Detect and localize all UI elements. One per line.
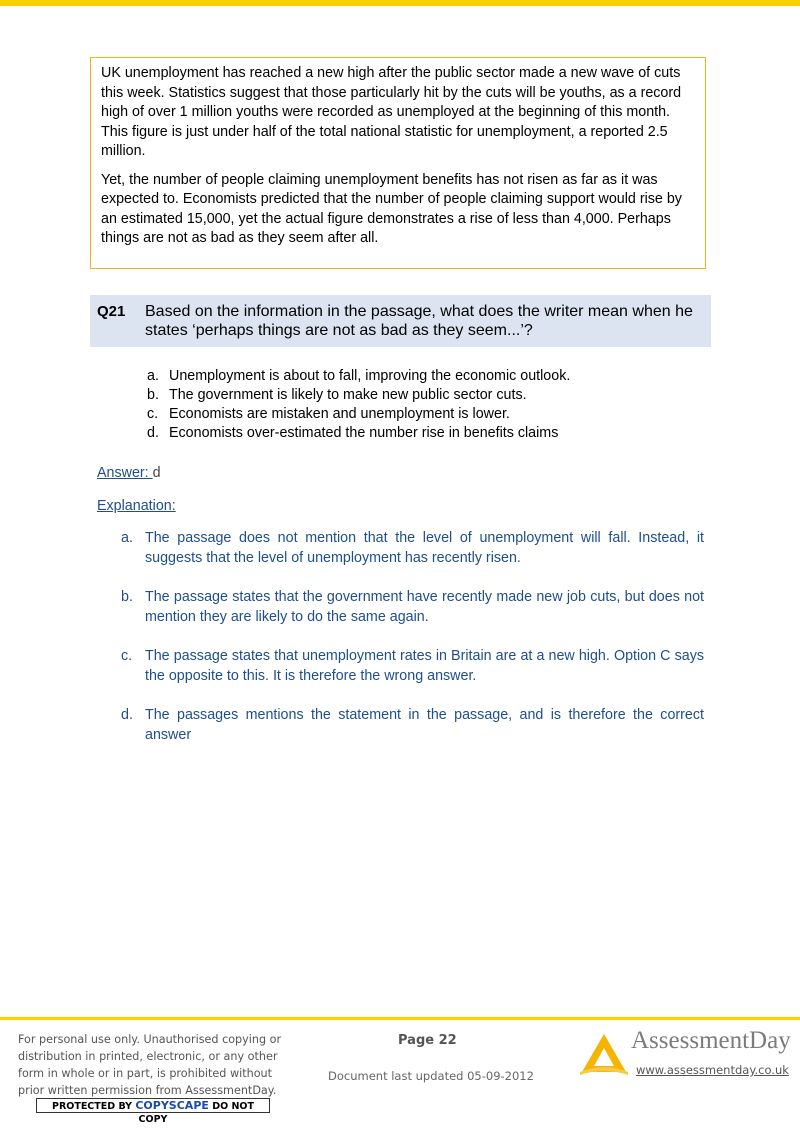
question-number: Q21 — [97, 303, 126, 320]
explanation-item-d — [121, 706, 704, 745]
copyscape-suffix: DO NOT COPY — [138, 1101, 254, 1125]
explanation-item-b — [121, 588, 704, 627]
copyscape-prefix: PROTECTED BY — [51, 1101, 136, 1112]
passage-paragraph: UK unemployment has reached a new high after the public sector made a new wave of cuts this week. Statistics suggest that those particularly hit by the cuts will be youths, as a record high of over 1 million youths were recorded as unemployed at the beginning of this month. This figure is just under half of the total national statistic for unemployment, a reported 2.5 million. — [101, 65, 682, 159]
option-letter: d. — [147, 425, 159, 441]
answer-line — [97, 465, 161, 481]
explanation-letter: d. — [121, 707, 133, 723]
option-text: The government is likely to make new public sector cuts. — [169, 387, 527, 403]
option-letter: c. — [147, 406, 159, 422]
explanation-letter: b. — [121, 589, 133, 605]
assessmentday-logo-icon — [578, 1032, 630, 1076]
legal-line: form in whole or in part, is prohibited without — [18, 1067, 273, 1080]
explanation-letter: c. — [121, 648, 133, 664]
explanation-text: The passages mentions the statement in the passage, and is therefore the correct answer — [145, 707, 704, 743]
option-a — [147, 367, 570, 386]
question-banner — [90, 295, 711, 347]
copyscape-badge[interactable] — [36, 1098, 270, 1125]
explanation-item-c — [121, 647, 704, 686]
explanation-item-a — [121, 529, 704, 568]
page-number: Page 22 — [398, 1033, 457, 1048]
explanation-text: The passage states that the government have recently made new job cuts, but does not mention they are likely to do the same again. — [145, 589, 704, 625]
option-text: Unemployment is about to fall, improving the economic outlook. — [169, 368, 571, 384]
option-c — [147, 405, 570, 424]
explanation-text: The passage does not mention that the level of unemployment will fall. Instead, it suggests that the level of unemployment has recently risen. — [145, 530, 704, 566]
answer-options — [147, 367, 570, 443]
legal-line: prior written permission from AssessmentDay. — [18, 1084, 277, 1097]
answer-value: d — [152, 465, 161, 481]
footer-divider — [0, 1017, 800, 1020]
explanation-heading: Explanation: — [97, 498, 176, 514]
explanation-letter: a. — [121, 530, 133, 546]
legal-notice — [18, 1031, 288, 1099]
reading-passage — [90, 57, 706, 269]
option-b — [147, 386, 570, 405]
top-accent-bar — [0, 0, 800, 6]
last-updated: Document last updated 05-09-2012 — [328, 1069, 534, 1083]
option-letter: a. — [147, 368, 159, 384]
question-text: Based on the information in the passage, what does the writer mean when he states ‘perhaps things are not as bad as they seem...’? — [145, 303, 693, 339]
option-letter: b. — [147, 387, 159, 403]
option-text: Economists are mistaken and unemployment is lower. — [169, 406, 510, 422]
website-link[interactable]: www.assessmentday.co.uk — [636, 1063, 789, 1077]
copyscape-brand: COPYSCAPE — [135, 1099, 209, 1112]
answer-label: Answer: — [97, 465, 153, 481]
legal-line: distribution in printed, electronic, or any other — [18, 1050, 278, 1063]
logo-wordmark: AssessmentDay — [631, 1027, 791, 1054]
passage-paragraph: Yet, the number of people claiming unemployment benefits has not risen as far as it was expected to. Economists predicted that the number of people claiming support would rise by an estimated 15,000, yet the actual figure demonstrates a rise of less than 4,000. Perhaps things are not as bad as they seem after all. — [101, 171, 682, 246]
explanation-text: The passage states that unemployment rates in Britain are at a new high. Option C says the opposite to this. It is therefore the wrong answer. — [145, 648, 704, 684]
legal-line: For personal use only. Unauthorised copying or — [18, 1033, 282, 1046]
option-text: Economists over-estimated the number rise in benefits claims — [169, 425, 559, 441]
option-d — [147, 424, 570, 443]
